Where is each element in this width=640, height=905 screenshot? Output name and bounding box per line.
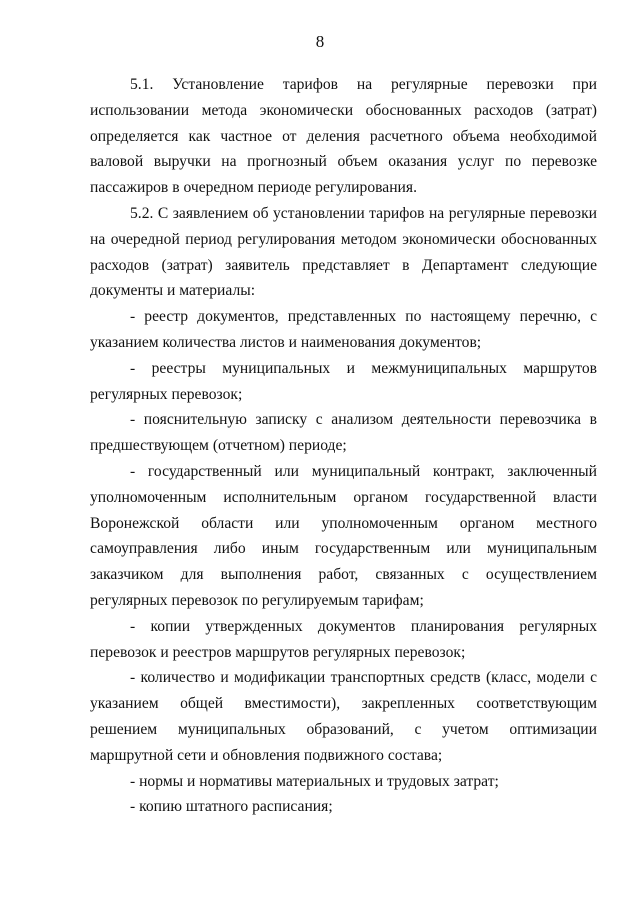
document-body (90, 72, 597, 820)
list-item-registry-of-documents: - реестр документов, представленных по настоящему перечню, с указанием количества листов и наименования документов; (90, 308, 597, 351)
list-item-explanatory-note: - пояснительную записку с анализом деятельности перевозчика в предшествующем (отчетном) периоде; (90, 411, 597, 455)
list-item-route-registries: - реестры муниципальных и межмуниципальных маршрутов регулярных перевозок; (90, 359, 597, 403)
list-item-contract: - государственный или муниципальный контракт, заключенный уполномоченным исполнительным органом государственной власти Воронежской области или уполномоченным органом местного самоуправления либо иным государственным или муниципальным заказчиком для выполнения работ, связанных с осуществлением регулярных перевозок по регулируемым тарифам; (90, 462, 597, 609)
page-number: 8 (315, 32, 325, 51)
paragraph-5-1: 5.1. Установление тарифов на регулярные перевозки при использовании метода экономически обоснованных расходов (затрат) определяется как частное от деления расчетного объема необходимой валовой выручки на прогнозный объем оказания услуг по перевозке пассажиров в очередном периоде регулирования. (90, 76, 597, 197)
list-item-vehicles: - количество и модификации транспортных средств (класс, модели с указанием общей вместимости), закрепленных соответствующим решением муниципальных образований, с учетом оптимизации маршрутной сети и обновления подвижного состава; (90, 669, 597, 764)
list-item-staff-schedule: - копию штатного расписания; (130, 798, 333, 816)
list-item-planning-documents: - копии утвержденных документов планирования регулярных перевозок и реестров маршрутов регулярных перевозок; (90, 617, 597, 661)
list-item-norms: - нормы и нормативы материальных и трудовых затрат; (130, 772, 499, 790)
paragraph-5-2: 5.2. С заявлением об установлении тарифов на регулярные перевозки на очередной период регулирования методом экономически обоснованных расходов (затрат) заявитель представляет в Департамент следующие документы и материалы: (90, 204, 597, 300)
